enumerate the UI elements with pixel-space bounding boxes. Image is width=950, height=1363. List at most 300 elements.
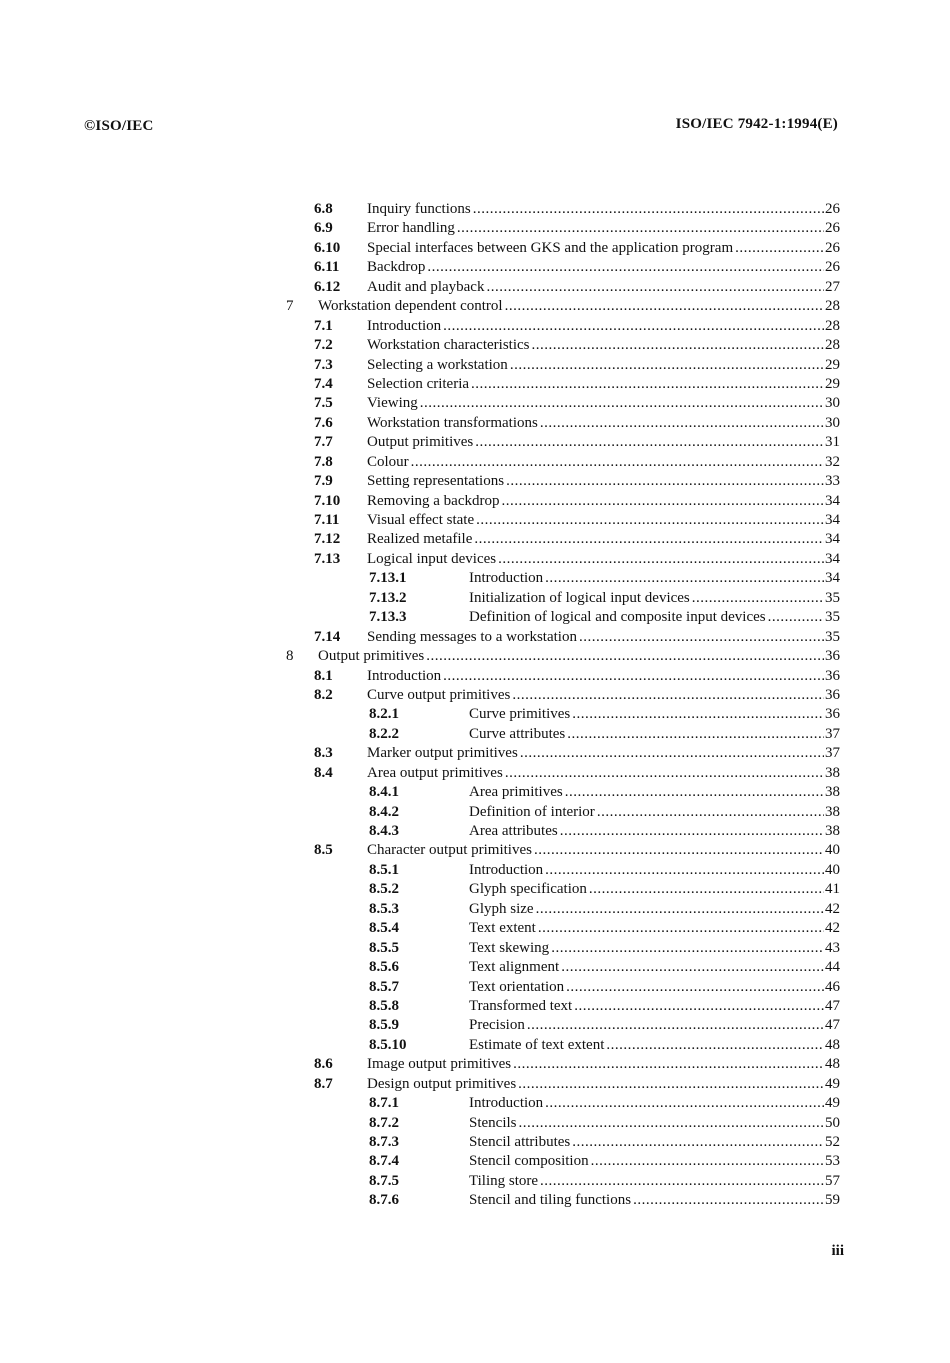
toc-leader-dots xyxy=(579,628,824,647)
toc-entry-page: 27 xyxy=(825,278,840,295)
toc-entry-title: Introduction xyxy=(469,570,544,587)
toc-entry-number: 8.5.3 xyxy=(369,900,399,917)
toc-entry xyxy=(0,1114,950,1133)
toc-entry-line xyxy=(469,997,840,1016)
toc-entry xyxy=(0,297,950,316)
toc-entry xyxy=(0,1133,950,1152)
toc-entry-number: 7.10 xyxy=(314,492,341,509)
toc-entry-number: 7.7 xyxy=(314,434,333,451)
toc-entry-page: 57 xyxy=(825,1172,840,1189)
toc-entry-line xyxy=(469,1172,840,1191)
toc-entry xyxy=(0,686,950,705)
toc-entry-number: 7.8 xyxy=(314,453,333,470)
toc-entry xyxy=(0,1055,950,1074)
toc-entry-number: 7.14 xyxy=(314,628,341,645)
toc-entry-number: 8.7.4 xyxy=(369,1153,399,1170)
toc-entry-line xyxy=(469,725,840,744)
toc-entry-line xyxy=(367,317,840,336)
toc-entry-page: 32 xyxy=(825,453,840,470)
toc-entry-page: 36 xyxy=(825,648,840,665)
toc-entry-title: Viewing xyxy=(367,395,418,412)
toc-entry-number: 6.8 xyxy=(314,201,333,217)
toc-entry-line xyxy=(469,919,840,938)
toc-entry-line xyxy=(367,530,840,549)
toc-entry-number: 8.4 xyxy=(314,764,333,781)
toc-entry-title: Definition of interior xyxy=(469,803,595,820)
toc-entry-page: 35 xyxy=(825,628,840,645)
toc-entry-page: 38 xyxy=(825,784,840,801)
toc-entry-number: 6.12 xyxy=(314,278,341,295)
toc-entry xyxy=(0,900,950,919)
toc-leader-dots xyxy=(498,550,824,569)
toc-entry-title: Area output primitives xyxy=(367,764,503,781)
toc-entry-number: 8.5.10 xyxy=(369,1036,407,1053)
toc-leader-dots xyxy=(572,1133,824,1152)
toc-entry-number: 8.5.4 xyxy=(369,920,399,937)
toc-entry-number: 7.13.2 xyxy=(369,589,407,606)
toc-leader-dots xyxy=(589,880,824,899)
toc-entry-line xyxy=(367,550,840,569)
toc-entry-title: Audit and playback xyxy=(367,278,485,295)
toc-entry-number: 6.10 xyxy=(314,239,341,256)
toc-leader-dots xyxy=(512,686,824,705)
toc-entry-page: 31 xyxy=(825,434,840,451)
toc-entry-line xyxy=(367,453,840,472)
toc-entry xyxy=(0,783,950,802)
toc-leader-dots xyxy=(545,861,824,880)
toc-entry-title: Output primitives xyxy=(318,648,425,665)
toc-entry xyxy=(0,978,950,997)
toc-entry-number: 7.12 xyxy=(314,531,341,548)
toc-entry-title: Text skewing xyxy=(469,939,550,956)
toc-entry-title: Introduction xyxy=(367,317,442,334)
toc-entry-line xyxy=(367,628,840,647)
toc-entry-title: Curve primitives xyxy=(469,706,571,723)
toc-leader-dots xyxy=(476,511,824,530)
toc-entry-line xyxy=(469,608,840,627)
toc-entry-page: 28 xyxy=(825,317,840,334)
toc-entry-title: Text orientation xyxy=(469,978,565,995)
toc-entry-line xyxy=(469,1152,840,1171)
toc-entry-page: 34 xyxy=(825,570,840,587)
header-copyright: ©ISO/IEC xyxy=(84,118,154,134)
toc-entry-title: Realized metafile xyxy=(367,531,473,548)
toc-entry-title: Selection criteria xyxy=(367,375,470,392)
toc-entry-number: 7.13.1 xyxy=(369,570,407,587)
page-number: iii xyxy=(831,1243,844,1259)
toc-entry-title: Introduction xyxy=(367,667,442,684)
toc-entry-page: 42 xyxy=(825,900,840,917)
toc-entry-number: 7.11 xyxy=(314,512,340,528)
toc-entry-number: 8.5.2 xyxy=(369,881,399,898)
toc-entry-number: 7.13 xyxy=(314,550,341,567)
toc-entry-title: Marker output primitives xyxy=(367,745,518,762)
toc-entry xyxy=(0,472,950,491)
toc-leader-dots xyxy=(519,1114,825,1133)
toc-entry xyxy=(0,569,950,588)
toc-entry-line xyxy=(318,647,840,666)
toc-entry-number: 7 xyxy=(286,298,294,315)
toc-entry-page: 30 xyxy=(825,414,840,431)
toc-entry-title: Workstation transformations xyxy=(367,414,538,431)
toc-entry-number: 8.4.2 xyxy=(369,803,399,820)
toc-entry-line xyxy=(318,297,840,316)
toc-entry-page: 40 xyxy=(825,861,840,878)
toc-leader-dots xyxy=(551,939,824,958)
toc-entry-title: Definition of logical and composite input devices xyxy=(469,609,766,626)
toc-entry xyxy=(0,997,950,1016)
toc-leader-dots xyxy=(520,744,824,763)
toc-entry-title: Area primitives xyxy=(469,784,563,801)
toc-entry xyxy=(0,1016,950,1035)
toc-entry xyxy=(0,589,950,608)
toc-entry-page: 35 xyxy=(825,609,840,626)
toc-entry-page: 26 xyxy=(825,259,840,276)
toc-entry-title: Character output primitives xyxy=(367,842,532,859)
toc-entry-page: 47 xyxy=(825,1017,840,1034)
toc-entry xyxy=(0,880,950,899)
toc-entry-number: 7.13.3 xyxy=(369,609,407,626)
toc-entry-page: 44 xyxy=(825,959,840,976)
toc-entry-page: 33 xyxy=(825,473,840,490)
toc-leader-dots xyxy=(505,297,824,316)
toc-entry-line xyxy=(469,803,840,822)
toc-leader-dots xyxy=(411,453,824,472)
toc-entry-line xyxy=(367,744,840,763)
toc-entry-line xyxy=(469,958,840,977)
toc-entry xyxy=(0,822,950,841)
toc-entry xyxy=(0,219,950,238)
toc-entry-page: 26 xyxy=(825,201,840,217)
toc-entry-title: Backdrop xyxy=(367,259,426,276)
toc-entry xyxy=(0,628,950,647)
toc-entry xyxy=(0,258,950,277)
toc-entry-line xyxy=(469,1036,840,1055)
toc-entry-line xyxy=(367,472,840,491)
toc-entry-number: 8 xyxy=(286,648,294,665)
toc-entry-line xyxy=(367,394,840,413)
toc-leader-dots xyxy=(565,783,824,802)
toc-entry xyxy=(0,841,950,860)
toc-entry-number: 7.2 xyxy=(314,337,333,354)
toc-entry-title: Transformed text xyxy=(469,997,573,1014)
toc-entry xyxy=(0,433,950,452)
toc-entry xyxy=(0,336,950,355)
toc-entry-page: 37 xyxy=(825,725,840,742)
toc-entry-line xyxy=(367,375,840,394)
toc-entry-title: Tiling store xyxy=(469,1172,539,1189)
toc-leader-dots xyxy=(510,356,824,375)
toc-entry-page: 29 xyxy=(825,356,840,373)
toc-leader-dots xyxy=(518,1075,824,1094)
toc-leader-dots xyxy=(692,589,824,608)
toc-entry-title: Text extent xyxy=(469,920,536,937)
toc-entry-title: Estimate of text extent xyxy=(469,1036,605,1053)
toc-entry-number: 8.2.1 xyxy=(369,706,399,723)
toc-entry-title: Stencils xyxy=(469,1114,517,1131)
toc-entry xyxy=(0,394,950,413)
toc-entry-number: 7.3 xyxy=(314,356,333,373)
toc-entry-line xyxy=(367,686,840,705)
toc-entry-title: Logical input devices xyxy=(367,550,497,567)
toc-entry-line xyxy=(367,336,840,355)
toc-entry xyxy=(0,861,950,880)
toc-entry-number: 8.5.9 xyxy=(369,1017,399,1034)
toc-entry-page: 34 xyxy=(825,550,840,567)
toc-entry-title: Image output primitives xyxy=(367,1056,512,1073)
toc-entry xyxy=(0,919,950,938)
toc-entry-title: Output primitives xyxy=(367,434,474,451)
toc-leader-dots xyxy=(506,472,824,491)
toc-entry xyxy=(0,1036,950,1055)
toc-leader-dots xyxy=(540,1172,824,1191)
toc-entry xyxy=(0,278,950,297)
toc-entry-title: Area attributes xyxy=(469,823,558,839)
toc-leader-dots xyxy=(427,258,824,277)
toc-entry-line xyxy=(469,861,840,880)
toc-leader-dots xyxy=(545,1094,824,1113)
toc-entry-page: 30 xyxy=(825,395,840,412)
toc-entry-page: 48 xyxy=(825,1036,840,1053)
toc-entry-line xyxy=(367,200,840,219)
toc-leader-dots xyxy=(574,997,824,1016)
toc-entry-title: Introduction xyxy=(469,861,544,878)
toc-leader-dots xyxy=(474,530,824,549)
toc-entry-page: 47 xyxy=(825,997,840,1014)
toc-entry-page: 34 xyxy=(825,492,840,509)
toc-entry-line xyxy=(469,1114,840,1133)
toc-entry-title: Stencil attributes xyxy=(469,1134,571,1150)
toc-entry xyxy=(0,667,950,686)
toc-entry-line xyxy=(469,1016,840,1035)
toc-entry-title: Workstation dependent control xyxy=(318,298,503,315)
toc-entry-number: 8.7.5 xyxy=(369,1172,399,1189)
toc-entry xyxy=(0,356,950,375)
toc-entry-line xyxy=(367,764,840,783)
toc-entry-number: 8.5.7 xyxy=(369,978,399,995)
toc-entry-line xyxy=(367,414,840,433)
header-standard-id: ISO/IEC 7942-1:1994(E) xyxy=(675,116,838,132)
toc-entry-title: Visual effect state xyxy=(367,512,475,528)
toc-entry-line xyxy=(367,1055,840,1074)
toc-entry-title: Inquiry functions xyxy=(367,201,471,217)
toc-entry-line xyxy=(469,880,840,899)
toc-entry-number: 6.9 xyxy=(314,220,333,237)
toc-entry-number: 7.4 xyxy=(314,375,333,392)
toc-entry-page: 28 xyxy=(825,298,840,315)
toc-entry-line xyxy=(469,569,840,588)
toc-entry-page: 42 xyxy=(825,920,840,937)
toc-entry-page: 26 xyxy=(825,239,840,256)
toc-entry-line xyxy=(367,219,840,238)
toc-entry xyxy=(0,725,950,744)
toc-entry-page: 49 xyxy=(825,1095,840,1112)
toc-entry-title: Glyph specification xyxy=(469,881,587,898)
toc-entry-title: Curve attributes xyxy=(469,725,566,742)
toc-entry-number: 8.3 xyxy=(314,745,333,762)
toc-entry-page: 53 xyxy=(825,1153,840,1170)
toc-leader-dots xyxy=(597,803,824,822)
toc-entry-page: 35 xyxy=(825,589,840,606)
toc-entry-line xyxy=(469,978,840,997)
toc-entry-number: 8.7 xyxy=(314,1075,333,1092)
toc-entry-number: 8.6 xyxy=(314,1056,333,1073)
toc-leader-dots xyxy=(591,1152,824,1171)
toc-entry-number: 8.1 xyxy=(314,667,333,684)
toc-leader-dots xyxy=(735,239,824,258)
toc-entry-page: 34 xyxy=(825,531,840,548)
toc-leader-dots xyxy=(560,822,824,841)
toc-entry-number: 8.7.3 xyxy=(369,1134,399,1150)
toc-entry-title: Design output primitives xyxy=(367,1075,517,1092)
toc-entry-line xyxy=(367,1075,840,1094)
toc-leader-dots xyxy=(426,647,824,666)
toc-entry-page: 43 xyxy=(825,939,840,956)
toc-leader-dots xyxy=(443,667,824,686)
toc-entry-title: Error handling xyxy=(367,220,455,237)
toc-entry-title: Introduction xyxy=(469,1095,544,1112)
toc-entry-title: Precision xyxy=(469,1017,525,1034)
toc-entry xyxy=(0,647,950,666)
toc-entry-line xyxy=(367,492,840,511)
toc-entry xyxy=(0,1094,950,1113)
toc-entry-line xyxy=(469,1094,840,1113)
toc-entry-page: 37 xyxy=(825,745,840,762)
toc-entry-number: 7.6 xyxy=(314,414,333,431)
table-of-contents xyxy=(0,200,950,1211)
toc-entry-page: 26 xyxy=(825,220,840,237)
toc-leader-dots xyxy=(538,919,824,938)
toc-entry-line xyxy=(367,258,840,277)
toc-entry xyxy=(0,239,950,258)
toc-entry-line xyxy=(469,783,840,802)
toc-entry-title: Colour xyxy=(367,453,409,470)
toc-entry-line xyxy=(367,667,840,686)
toc-entry xyxy=(0,1075,950,1094)
toc-entry xyxy=(0,511,950,530)
toc-leader-dots xyxy=(606,1036,824,1055)
toc-entry xyxy=(0,803,950,822)
toc-entry xyxy=(0,1152,950,1171)
toc-entry-title: Curve output primitives xyxy=(367,686,511,703)
toc-leader-dots xyxy=(475,433,824,452)
toc-entry-number: 8.2 xyxy=(314,686,333,703)
toc-leader-dots xyxy=(473,200,824,219)
toc-leader-dots xyxy=(534,841,824,860)
toc-entry-page: 34 xyxy=(825,512,840,528)
toc-leader-dots xyxy=(457,219,824,238)
toc-entry-title: Selecting a workstation xyxy=(367,356,508,373)
toc-entry-page: 36 xyxy=(825,667,840,684)
toc-entry-page: 38 xyxy=(825,803,840,820)
toc-entry-title: Text alignment xyxy=(469,959,560,976)
toc-entry xyxy=(0,705,950,724)
toc-entry xyxy=(0,1172,950,1191)
toc-entry-line xyxy=(367,433,840,452)
toc-entry xyxy=(0,1191,950,1210)
toc-entry-page: 59 xyxy=(825,1192,840,1209)
toc-leader-dots xyxy=(536,900,824,919)
toc-leader-dots xyxy=(545,569,824,588)
toc-entry-line xyxy=(367,841,840,860)
toc-entry-line xyxy=(367,356,840,375)
toc-entry-number: 8.7.1 xyxy=(369,1095,399,1112)
toc-entry-page: 41 xyxy=(825,881,840,898)
toc-entry-title: Glyph size xyxy=(469,900,534,917)
toc-entry-number: 8.2.2 xyxy=(369,725,399,742)
toc-entry-line xyxy=(367,239,840,258)
toc-leader-dots xyxy=(561,958,824,977)
toc-entry-title: Initialization of logical input devices xyxy=(469,589,690,606)
toc-entry-page: 38 xyxy=(825,764,840,781)
toc-entry-page: 36 xyxy=(825,686,840,703)
toc-entry-number: 8.7.2 xyxy=(369,1114,399,1131)
toc-entry xyxy=(0,492,950,511)
toc-entry xyxy=(0,939,950,958)
toc-entry-line xyxy=(469,939,840,958)
toc-entry-line xyxy=(469,822,840,841)
toc-leader-dots xyxy=(768,608,824,627)
toc-entry-page: 52 xyxy=(825,1134,840,1150)
toc-entry-line xyxy=(367,511,840,530)
toc-entry xyxy=(0,453,950,472)
toc-leader-dots xyxy=(420,394,824,413)
toc-entry-title: Workstation characteristics xyxy=(367,337,530,354)
toc-entry xyxy=(0,744,950,763)
toc-entry xyxy=(0,608,950,627)
toc-leader-dots xyxy=(566,978,824,997)
toc-entry-number: 8.5.1 xyxy=(369,861,399,878)
toc-leader-dots xyxy=(501,492,824,511)
toc-entry-number: 8.5 xyxy=(314,842,333,859)
toc-entry-page: 28 xyxy=(825,337,840,354)
toc-entry-title: Sending messages to a workstation xyxy=(367,628,577,645)
toc-entry-page: 38 xyxy=(825,823,840,839)
toc-entry-page: 46 xyxy=(825,978,840,995)
toc-entry xyxy=(0,317,950,336)
toc-entry-line xyxy=(469,589,840,608)
toc-leader-dots xyxy=(572,705,824,724)
toc-entry-line xyxy=(367,278,840,297)
toc-entry-page: 50 xyxy=(825,1114,840,1131)
toc-entry xyxy=(0,958,950,977)
toc-leader-dots xyxy=(443,317,824,336)
toc-leader-dots xyxy=(527,1016,824,1035)
toc-entry-title: Special interfaces between GKS and the application program xyxy=(367,239,734,256)
toc-entry xyxy=(0,764,950,783)
toc-entry xyxy=(0,375,950,394)
toc-entry-number: 8.7.6 xyxy=(369,1192,399,1209)
toc-leader-dots xyxy=(486,278,824,297)
toc-entry-title: Stencil composition xyxy=(469,1153,589,1170)
toc-entry-title: Removing a backdrop xyxy=(367,492,500,509)
toc-entry-title: Stencil and tiling functions xyxy=(469,1192,632,1209)
toc-entry xyxy=(0,414,950,433)
toc-entry-title: Setting representations xyxy=(367,473,505,490)
toc-entry-number: 8.4.1 xyxy=(369,784,399,801)
toc-entry xyxy=(0,530,950,549)
toc-leader-dots xyxy=(531,336,824,355)
toc-entry-number: 6.11 xyxy=(314,259,340,276)
toc-entry-number: 7.1 xyxy=(314,317,333,334)
toc-entry-number: 8.5.5 xyxy=(369,939,399,956)
toc-entry-number: 7.5 xyxy=(314,395,333,412)
toc-entry-page: 29 xyxy=(825,375,840,392)
toc-entry-line xyxy=(469,705,840,724)
toc-leader-dots xyxy=(471,375,824,394)
toc-entry-line xyxy=(469,1191,840,1210)
toc-leader-dots xyxy=(505,764,824,783)
